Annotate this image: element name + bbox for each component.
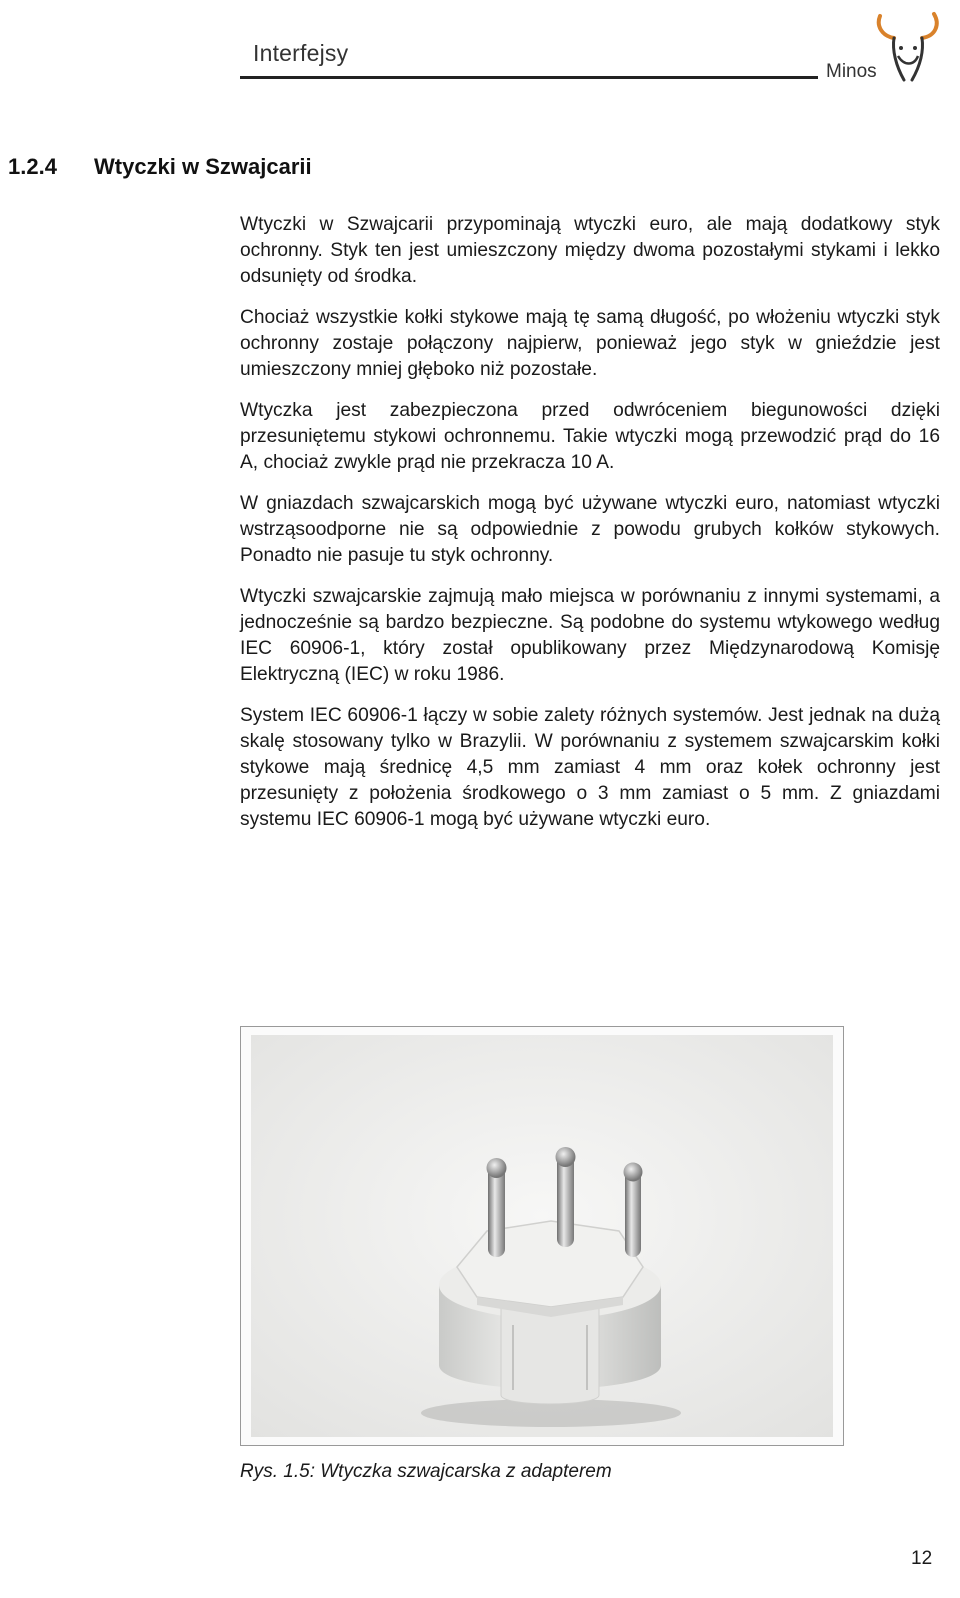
paragraph: System IEC 60906-1 łączy w sobie zalety różnych systemów. Jest jednak na dużą skalę stosowany tylko w Brazylii. W porównaniu z systemem szwajcarskim kołki stykowe mają średnicę 4,5 mm zamiast 4 mm oraz kołek ochronny jest przesunięty z położenia środkowego o 3 mm zamiast o 5 mm. Z gniazdami systemu IEC 60906-1 mogą być używane wtyczki euro. — [240, 705, 940, 830]
paragraph: W gniazdach szwajcarskich mogą być używane wtyczki euro, natomiast wtyczki wstrząsoodporne nie są odpowiednie z powodu grubych kołków stykowych. Ponadto nie pasuje tu styk ochronny. — [240, 493, 940, 566]
minos-logo — [822, 8, 942, 86]
section-title: Wtyczki w Szwajcarii — [94, 154, 312, 179]
body-text — [240, 212, 940, 848]
section-heading — [8, 154, 312, 180]
paragraph: Wtyczka jest zabezpieczona przed odwróceniem biegunowości dzięki przesuniętemu stykowi ochronnemu. Takie wtyczki mogą przewodzić prąd do 16 A, chociaż zwykle prąd nie przekracza 10 A. — [240, 400, 940, 473]
swiss-plug-photo — [251, 1035, 833, 1437]
paragraph: Wtyczki w Szwajcarii przypominają wtyczki euro, ale mają dodatkowy styk ochronny. Styk ten jest umieszczony między dwoma pozostałymi stykami i lekko odsunięty od środka. — [240, 214, 940, 287]
page-number: 12 — [911, 1548, 933, 1569]
bull-icon — [874, 8, 942, 86]
header-divider — [240, 76, 818, 79]
logo-text: Minos — [826, 61, 877, 82]
paragraph: Wtyczki szwajcarskie zajmują mało miejsca w porównaniu z innymi systemami, a jednocześnie są bardzo bezpieczne. Są podobne do systemu wtykowego według IEC 60906-1, który został opublikowany przez Międzynarodową Komisję Elektryczną (IEC) w roku 1986. — [240, 586, 940, 685]
figure-caption: Rys. 1.5: Wtyczka szwajcarska z adapterem — [240, 1461, 612, 1482]
section-number: 1.2.4 — [8, 154, 57, 179]
paragraph: Chociaż wszystkie kołki stykowe mają tę samą długość, po włożeniu wtyczki styk ochronny zostaje połączony najpierw, ponieważ jego styk w gnieździe jest umieszczony mniej głęboko niż pozostałe. — [240, 307, 940, 380]
header-title: Interfejsy — [253, 40, 349, 66]
figure-frame — [240, 1026, 844, 1446]
